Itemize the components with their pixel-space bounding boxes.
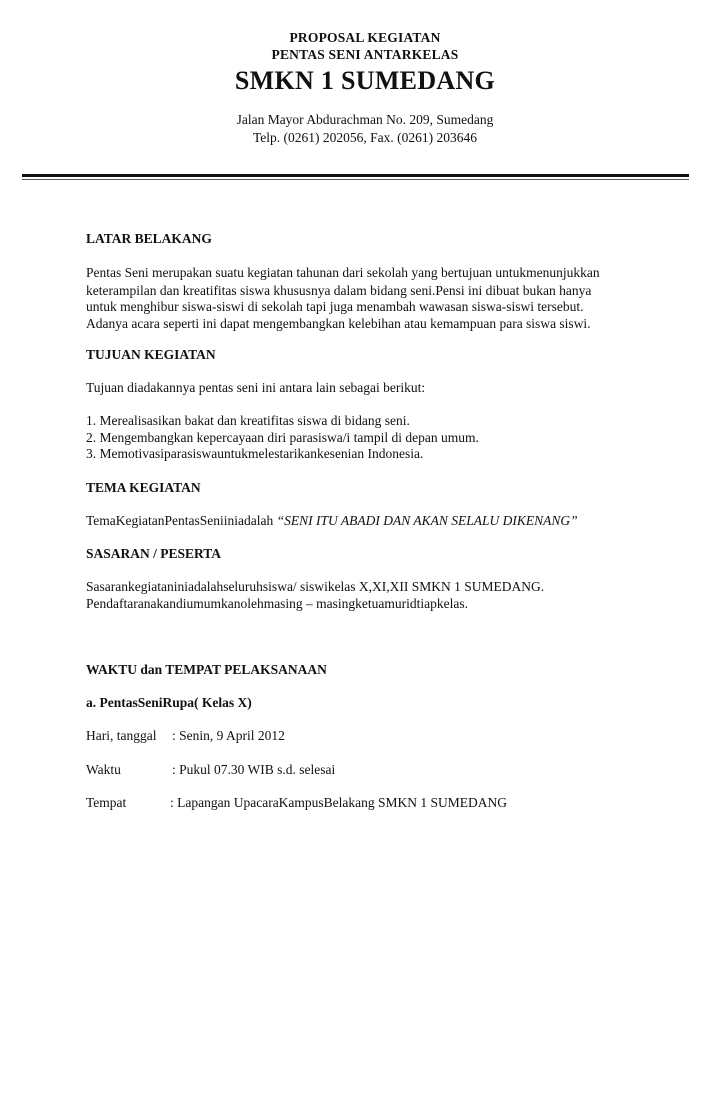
school-address: Jalan Mayor Abdurachman No. 209, Sumedang — [236, 112, 494, 127]
letterhead-rule-thin — [22, 179, 689, 180]
tema-quote: “SENI ITU ABADI DAN AKAN SELALU DIKENANG” — [276, 513, 578, 528]
letterhead-rule-thick — [22, 174, 689, 177]
tujuan-intro: Tujuan diadakannya pentas seni ini antara lain sebagai berikut: — [86, 380, 426, 395]
tema-text — [86, 512, 686, 530]
tema-prefix: TemaKegiatanPentasSeniiniadalah — [86, 513, 277, 528]
title-line-2: PENTAS SENI ANTARKELAS — [271, 47, 459, 62]
waktu-row — [86, 761, 686, 779]
tempat-value: : Lapangan UpacaraKampusBelakang SMKN 1 SUMEDANG — [170, 795, 508, 810]
section-heading-tema: TEMA KEGIATAN — [86, 480, 201, 495]
sasaran-line-1: Sasarankegiataniniadalahseluruhsiswa/ siswikelas X,XI,XII SMKN 1 SUMEDANG. — [86, 579, 545, 594]
hari-value: : Senin, 9 April 2012 — [172, 728, 285, 743]
section-heading-waktu: WAKTU dan TEMPAT PELAKSANAAN — [86, 662, 327, 677]
sasaran-line-2: Pendaftaranakandiumumkanolehmasing – masingketuamuridtiapkelas. — [86, 596, 469, 611]
school-name: SMKN 1 SUMEDANG — [234, 66, 496, 95]
tujuan-item-2: 2. Mengembangkan kepercayaan diri parasiswa/i tampil di depan umum. — [86, 430, 479, 445]
waktu-subheading: a. PentasSeniRupa( Kelas X) — [86, 695, 252, 710]
latar-line-4: Adanya acara seperti ini dapat mengembangkan kelebihan atau kemampuan para siswa siswi. — [86, 316, 591, 331]
latar-line-3: untuk menghibur siswa-siswi di sekolah tapi juga menambah wawasan siswa-siswi tersebut. — [86, 299, 584, 314]
waktu-label: Waktu — [86, 762, 121, 777]
title-line-1: PROPOSAL KEGIATAN — [289, 30, 441, 45]
tujuan-item-1: 1. Merealisasikan bakat dan kreatifitas siswa di bidang seni. — [86, 413, 410, 428]
latar-line-2: keterampilan dan kreatifitas siswa khususnya dalam bidang seni.Pensi ini dibuat bukan hanya — [86, 283, 592, 298]
section-heading-tujuan: TUJUAN KEGIATAN — [86, 347, 216, 362]
section-heading-sasaran: SASARAN / PESERTA — [86, 546, 222, 561]
waktu-value: : Pukul 07.30 WIB s.d. selesai — [172, 762, 336, 777]
school-phone: Telp. (0261) 202056, Fax. (0261) 203646 — [252, 130, 478, 145]
tempat-label: Tempat — [86, 795, 127, 810]
latar-line-1: Pentas Seni merupakan suatu kegiatan tahunan dari sekolah yang bertujuan untukmenunjukkan — [86, 265, 600, 280]
hari-row — [86, 727, 686, 745]
tempat-row — [86, 794, 686, 812]
section-heading-latar: LATAR BELAKANG — [86, 231, 212, 246]
hari-label: Hari, tanggal — [86, 728, 157, 743]
tujuan-item-3: 3. Memotivasiparasiswauntukmelestarikankesenian Indonesia. — [86, 446, 424, 461]
